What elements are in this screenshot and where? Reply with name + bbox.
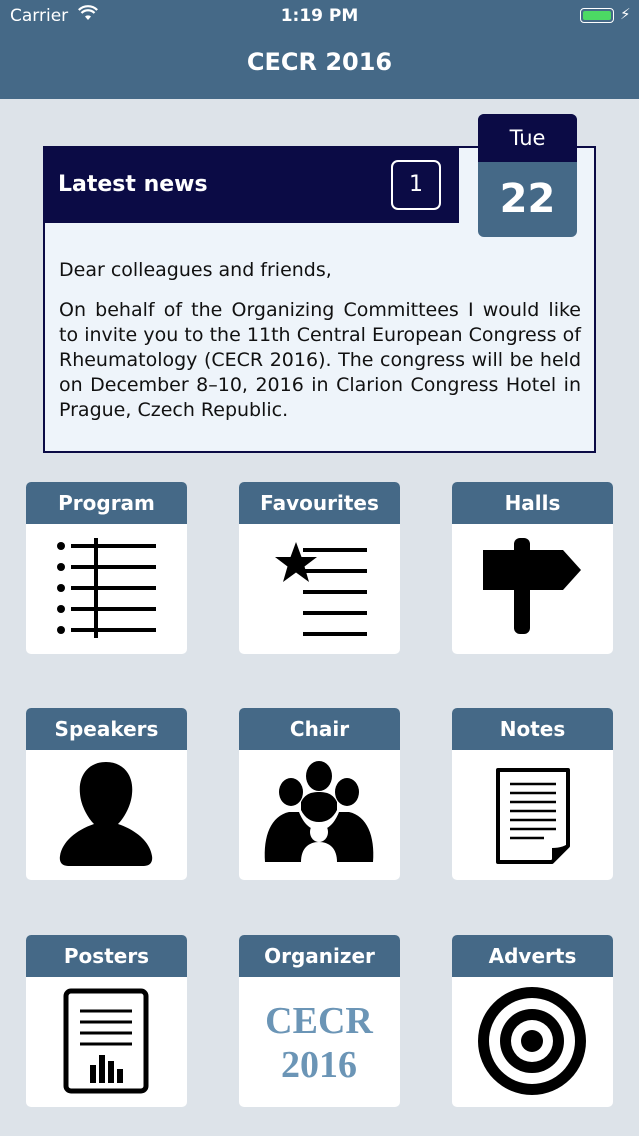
news-header [45,148,459,223]
status-bar [0,0,639,32]
tile-halls-label: Halls [452,482,613,524]
news-count-badge[interactable]: 1 [391,160,441,210]
tile-notes[interactable] [452,708,613,880]
tile-chair[interactable] [239,708,400,880]
date-badge [478,114,577,237]
charging-icon: ⚡ [620,5,631,23]
top-bar [0,0,639,99]
tile-posters[interactable] [26,935,187,1107]
star-list-icon [239,524,400,654]
news-body [59,258,581,438]
battery-icon [580,8,614,23]
news-title: Latest news [58,172,208,197]
tile-halls[interactable] [452,482,613,654]
tile-speakers-label: Speakers [26,708,187,750]
tile-favourites[interactable] [239,482,400,654]
tile-adverts[interactable] [452,935,613,1107]
date-day: 22 [499,176,556,222]
cecr-logo [239,977,400,1107]
group-icon [239,750,400,880]
status-time: 1:19 PM [280,6,359,26]
tile-organizer-label: Organizer [239,935,400,977]
person-icon [26,750,187,880]
organizer-logo-line2: 2016 [281,1044,357,1086]
tile-program[interactable] [26,482,187,654]
carrier-label: Carrier [10,6,69,26]
signpost-icon [452,524,613,654]
date-weekday: Tue [478,114,577,162]
news-greeting: Dear colleagues and friends, [59,259,332,281]
list-icon [26,524,187,654]
tile-favourites-label: Favourites [239,482,400,524]
tile-adverts-label: Adverts [452,935,613,977]
tile-speakers[interactable] [26,708,187,880]
organizer-logo-line1: CECR [265,1000,373,1042]
target-icon [452,977,613,1107]
page-title: CECR 2016 [246,48,393,76]
tile-posters-label: Posters [26,935,187,977]
tile-notes-label: Notes [452,708,613,750]
tile-program-label: Program [26,482,187,524]
tile-chair-label: Chair [239,708,400,750]
note-icon [452,750,613,880]
news-text: On behalf of the Organizing Committees I would like to invite you to the 11th Central European Congress of Rheumatology (CECR 2016). The congress will be held on December 8–10, 2016 in Clarion Congress Hotel in Prague, Czech Republic. [59,299,581,421]
poster-icon [26,977,187,1107]
tile-organizer[interactable] [239,935,400,1107]
